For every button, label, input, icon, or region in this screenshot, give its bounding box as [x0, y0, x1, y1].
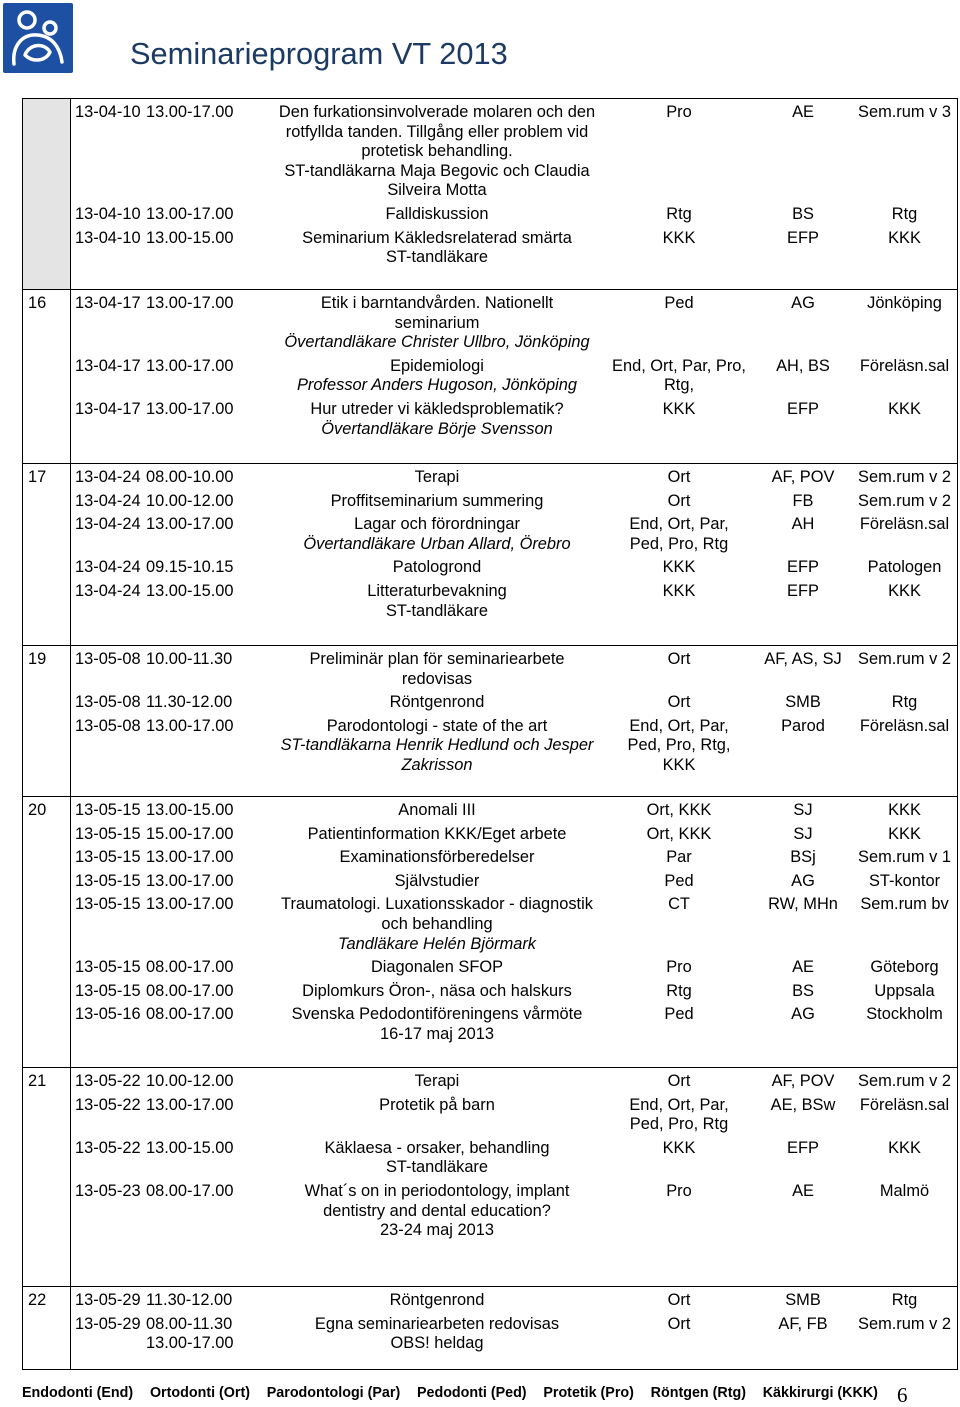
responsible-cell: AG: [791, 294, 815, 312]
responsible-cell: AF, POV: [771, 1072, 835, 1090]
responsible-cell: SMB: [785, 693, 821, 712]
time-cell: 13.00-17.00: [146, 399, 234, 418]
time-cell: 08.00-17.00: [146, 1005, 234, 1024]
activity-cell: [270, 693, 604, 713]
date-cell: 13-05-15: [75, 958, 141, 977]
activity-cell: [270, 205, 604, 225]
subject-cell: End, Ort, Par, Pro, Rtg,: [612, 356, 746, 395]
speaker-name: Övertandläkare Urban Allard, Örebro: [303, 534, 571, 553]
date-cell: 13-05-08: [75, 716, 141, 735]
subject-cell: Ort: [667, 1291, 691, 1309]
time-cell: 13.00-15.00: [146, 228, 234, 247]
responsible-cell: SJ: [793, 801, 813, 819]
speaker-name: ST-tandläkarna Henrik Hedlund och Jesper Zakrisson: [280, 736, 594, 774]
abbreviation-legend: [22, 1384, 878, 1402]
week-block: [22, 645, 958, 796]
schedule-row: [71, 1289, 957, 1313]
activity-title: Patientinformation KKK/Eget arbete: [307, 824, 567, 843]
schedule-row: [71, 490, 957, 514]
time-cell: 08.00-10.00: [146, 468, 234, 486]
legend-item: Röntgen (Rtg): [650, 1385, 746, 1401]
activity-title: Traumatologi. Luxationsskador - diagnostik och behandling: [281, 895, 593, 933]
time-cell: 13.00-17.00: [146, 848, 234, 867]
activity-cell: [270, 1072, 604, 1092]
schedule-row: [71, 355, 957, 398]
week-rows: [71, 1287, 957, 1356]
subject-cell: Par: [666, 848, 692, 867]
subject-cell: Pro: [666, 958, 692, 977]
subject-cell: Ped: [664, 294, 694, 312]
subject-cell: Pro: [666, 103, 692, 121]
legend-item: Endodonti (End): [22, 1385, 134, 1401]
activity-title: Anomali III: [398, 801, 476, 819]
subject-cell: Ort: [667, 1314, 691, 1333]
speaker-name: Övertandläkare Christer Ullbro, Jönköping: [284, 333, 590, 352]
activity-cell: [270, 872, 604, 892]
time-cell: 10.00-12.00: [146, 491, 234, 510]
page-title: Seminarieprogram VT 2013: [130, 36, 508, 71]
activity-title: Terapi: [414, 1072, 460, 1090]
location-cell: Sem.rum v 3: [858, 103, 951, 121]
date-cell: 13-04-10: [75, 103, 141, 121]
location-cell: KKK: [888, 1138, 921, 1157]
time-cell: 13.00-15.00: [146, 1138, 234, 1157]
activity-title: Seminarium Käkledsrelaterad smärta ST-tandläkare: [302, 228, 572, 267]
activity-title: Röntgenrond: [389, 693, 485, 712]
schedule-row: [71, 823, 957, 847]
activity-cell: [270, 650, 604, 689]
location-cell: KKK: [888, 581, 921, 600]
schedule-row: [71, 556, 957, 580]
time-cell: 08.00-17.00: [146, 981, 234, 1000]
activity-cell: [270, 1291, 604, 1311]
subject-cell: End, Ort, Par, Ped, Pro, Rtg: [629, 1095, 729, 1134]
activity-title: Terapi: [414, 468, 460, 486]
responsible-cell: BS: [792, 981, 814, 1000]
schedule-row: [71, 101, 957, 203]
location-cell: KKK: [888, 228, 921, 247]
subject-cell: KKK: [662, 1138, 696, 1157]
activity-title: Protetik på barn: [379, 1095, 495, 1114]
subject-cell: KKK: [662, 558, 696, 577]
activity-title: Litteraturbevakning ST-tandläkare: [367, 581, 507, 620]
subject-cell: Ort: [667, 1072, 691, 1090]
schedule-row: [71, 870, 957, 894]
schedule-row: [71, 1313, 957, 1356]
schedule-row: [71, 893, 957, 956]
time-cell: 13.00-17.00: [146, 204, 234, 223]
date-cell: 13-05-15: [75, 871, 141, 890]
date-cell: 13-05-15: [75, 848, 141, 867]
schedule-row: [71, 1070, 957, 1094]
subject-cell: End, Ort, Par, Ped, Pro, Rtg, KKK: [627, 716, 731, 774]
time-cell: 11.30-12.00: [146, 1291, 233, 1309]
location-cell: Sem.rum v 2: [858, 1072, 951, 1090]
schedule-row: [71, 648, 957, 691]
time-cell: 08.00-11.30 13.00-17.00: [146, 1314, 234, 1353]
location-cell: KKK: [888, 801, 921, 819]
activity-cell: [270, 492, 604, 512]
responsible-cell: AH, BS: [776, 356, 830, 375]
schedule-row: [71, 799, 957, 823]
schedule-row: [71, 398, 957, 441]
time-cell: 13.00-17.00: [146, 103, 234, 121]
time-cell: 08.00-17.00: [146, 958, 234, 977]
week-number: [23, 99, 71, 289]
date-cell: 13-05-22: [75, 1138, 141, 1157]
responsible-cell: Parod: [781, 716, 825, 735]
location-cell: Jönköping: [867, 294, 942, 312]
subject-cell: End, Ort, Par, Ped, Pro, Rtg: [629, 515, 729, 553]
location-cell: KKK: [888, 399, 921, 418]
legend-item: Ortodonti (Ort): [149, 1385, 250, 1401]
location-cell: ST-kontor: [868, 871, 941, 890]
subject-cell: Ort: [667, 468, 691, 486]
location-cell: Patologen: [867, 558, 942, 577]
activity-title: Falldiskussion: [385, 204, 489, 223]
date-cell: 13-04-17: [75, 399, 141, 418]
legend-item: Protetik (Pro): [543, 1385, 634, 1401]
schedule-row: [71, 1003, 957, 1046]
responsible-cell: AE, BSw: [770, 1095, 836, 1114]
responsible-cell: AE: [792, 958, 814, 977]
activity-cell: [270, 1096, 604, 1135]
week-rows: [71, 646, 957, 778]
location-cell: Uppsala: [874, 981, 935, 1000]
activity-title: Examinationsförberedelser: [339, 848, 535, 867]
legend-item: Parodontologi (Par): [266, 1385, 401, 1401]
activity-title: Preliminär plan för seminariearbete redovisas: [309, 650, 565, 688]
date-cell: 13-04-24: [75, 581, 141, 600]
legend-item: Käkkirurgi (KKK): [762, 1385, 878, 1401]
responsible-cell: SJ: [793, 824, 813, 843]
activity-cell: [270, 895, 604, 954]
location-cell: Rtg: [891, 204, 918, 223]
location-cell: Sem.rum v 2: [858, 650, 951, 668]
time-cell: 10.00-12.00: [146, 1072, 234, 1090]
date-cell: 13-05-08: [75, 693, 141, 712]
activity-cell: [270, 558, 604, 578]
activity-title: Käklaesa - orsaker, behandling ST-tandläkare: [324, 1138, 550, 1177]
responsible-cell: AH: [791, 515, 815, 534]
time-cell: 10.00-11.30: [146, 650, 233, 668]
activity-title: What´s on in periodontology, implant dentistry and dental education? 23-24 maj 2013: [304, 1181, 570, 1240]
date-cell: 13-05-22: [75, 1072, 141, 1090]
responsible-cell: SMB: [785, 1291, 821, 1309]
date-cell: 13-04-24: [75, 491, 141, 510]
subject-cell: Ort, KKK: [646, 801, 712, 819]
week-rows: [71, 797, 957, 1047]
time-cell: 13.00-17.00: [146, 895, 234, 914]
speaker-name: Övertandläkare Börje Svensson: [321, 419, 553, 438]
schedule-row: [71, 980, 957, 1004]
location-cell: Sem.rum bv: [860, 895, 949, 914]
subject-cell: Ort: [667, 693, 691, 712]
activity-cell: [270, 468, 604, 488]
activity-cell: [270, 294, 604, 353]
time-cell: 13.00-17.00: [146, 294, 234, 312]
week-rows: [71, 290, 957, 441]
responsible-cell: AF, POV: [771, 468, 835, 486]
subject-cell: Ort: [667, 491, 691, 510]
schedule-row: [71, 580, 957, 623]
subject-cell: Ort, KKK: [646, 824, 712, 843]
schedule-row: [71, 292, 957, 355]
responsible-cell: RW, MHn: [768, 895, 838, 914]
activity-cell: [270, 717, 604, 776]
week-block: [22, 1286, 958, 1370]
location-cell: Sem.rum v 2: [858, 1314, 951, 1333]
location-cell: Rtg: [891, 1291, 918, 1309]
subject-cell: KKK: [662, 399, 696, 418]
activity-title: Lagar och förordningar: [354, 515, 520, 534]
date-cell: 13-04-10: [75, 228, 141, 247]
schedule-row: [71, 203, 957, 227]
page-number: 6: [897, 1383, 908, 1407]
responsible-cell: EFP: [787, 228, 819, 247]
time-cell: 13.00-15.00: [146, 581, 234, 600]
activity-title: Svenska Pedodontiföreningens vårmöte 16-17 maj 2013: [291, 1005, 583, 1043]
activity-title: Diagonalen SFOP: [370, 958, 504, 977]
activity-title: Röntgenrond: [389, 1291, 485, 1309]
activity-title: Självstudier: [394, 871, 480, 890]
schedule-row: [71, 1137, 957, 1180]
date-cell: 13-05-22: [75, 1095, 141, 1114]
time-cell: 15.00-17.00: [146, 824, 234, 843]
time-cell: 13.00-17.00: [146, 356, 234, 375]
schedule-row: [71, 846, 957, 870]
week-number: 16: [23, 290, 71, 463]
activity-cell: [270, 1315, 604, 1354]
time-cell: 13.00-15.00: [146, 801, 234, 819]
responsible-cell: BSj: [790, 848, 816, 867]
week-block: [22, 463, 958, 645]
location-cell: Göteborg: [870, 958, 939, 977]
time-cell: 11.30-12.00: [146, 693, 233, 712]
week-rows: [71, 1068, 957, 1243]
date-cell: 13-05-16: [75, 1005, 141, 1024]
date-cell: 13-05-29: [75, 1291, 141, 1309]
activity-cell: [270, 825, 604, 845]
subject-cell: Ped: [664, 871, 694, 890]
week-block: [22, 796, 958, 1067]
week-rows: [71, 99, 957, 270]
date-cell: 13-05-15: [75, 895, 141, 914]
schedule-row: [71, 691, 957, 715]
location-cell: Föreläsn.sal: [859, 356, 950, 375]
date-cell: 13-04-17: [75, 294, 141, 312]
responsible-cell: AG: [791, 1005, 815, 1024]
responsible-cell: EFP: [787, 581, 819, 600]
time-cell: 08.00-17.00: [146, 1181, 234, 1200]
schedule-row: [71, 227, 957, 270]
date-cell: 13-04-24: [75, 468, 141, 486]
location-cell: Föreläsn.sal: [859, 515, 950, 534]
week-block: [22, 1067, 958, 1286]
activity-cell: [270, 582, 604, 621]
week-number: 21: [23, 1068, 71, 1286]
week-number: 19: [23, 646, 71, 796]
activity-cell: [270, 1139, 604, 1178]
activity-cell: [270, 801, 604, 821]
subject-cell: Rtg: [666, 204, 692, 223]
activity-title: Diplomkurs Öron-, näsa och halskurs: [302, 981, 572, 1000]
activity-cell: [270, 958, 604, 978]
time-cell: 09.15-10.15: [146, 558, 234, 577]
location-cell: Rtg: [891, 693, 918, 712]
legend-item: Pedodonti (Ped): [416, 1385, 527, 1401]
date-cell: 13-05-23: [75, 1181, 141, 1200]
association-logo-icon: [3, 3, 73, 73]
subject-cell: KKK: [662, 581, 696, 600]
location-cell: Föreläsn.sal: [859, 716, 950, 735]
responsible-cell: BS: [792, 204, 814, 223]
time-cell: 13.00-17.00: [146, 515, 234, 534]
activity-title: Proffitseminarium summering: [330, 491, 544, 510]
subject-cell: KKK: [662, 228, 696, 247]
date-cell: 13-05-15: [75, 981, 141, 1000]
activity-cell: [270, 982, 604, 1002]
location-cell: Malmö: [879, 1181, 930, 1200]
week-number: 20: [23, 797, 71, 1067]
location-cell: Föreläsn.sal: [859, 1095, 950, 1114]
schedule-row: [71, 1094, 957, 1137]
activity-cell: [270, 848, 604, 868]
schedule-row: [71, 956, 957, 980]
date-cell: 13-05-15: [75, 824, 141, 843]
location-cell: Sem.rum v 1: [858, 848, 951, 867]
week-number: 17: [23, 464, 71, 645]
responsible-cell: FB: [792, 491, 814, 510]
time-cell: 13.00-17.00: [146, 1095, 234, 1114]
date-cell: 13-05-15: [75, 801, 141, 819]
date-cell: 13-05-29: [75, 1314, 141, 1333]
location-cell: KKK: [888, 824, 921, 843]
date-cell: 13-05-08: [75, 650, 141, 668]
subject-cell: Ped: [664, 1005, 694, 1024]
date-cell: 13-04-17: [75, 356, 141, 375]
activity-title: Parodontologi - state of the art: [326, 716, 548, 735]
activity-title: Epidemiologi: [390, 356, 484, 375]
activity-cell: [270, 1182, 604, 1241]
activity-cell: [270, 103, 604, 201]
activity-cell: [270, 400, 604, 439]
schedule-row: [71, 466, 957, 490]
schedule-row: [71, 1180, 957, 1243]
activity-cell: [270, 515, 604, 554]
responsible-cell: AF, FB: [778, 1314, 828, 1333]
schedule-row: [71, 715, 957, 778]
location-cell: Sem.rum v 2: [858, 491, 951, 510]
activity-cell: [270, 229, 604, 268]
week-block: [22, 289, 958, 463]
week-block: [22, 98, 958, 289]
subject-cell: Pro: [666, 1181, 692, 1200]
subject-cell: Rtg: [666, 981, 692, 1000]
activity-title: Egna seminariearbeten redovisas OBS! heldag: [314, 1314, 560, 1353]
schedule-table: [22, 98, 958, 1370]
date-cell: 13-04-24: [75, 558, 141, 577]
activity-cell: [270, 1005, 604, 1044]
subject-cell: Ort: [667, 650, 691, 668]
date-cell: 13-04-24: [75, 515, 141, 534]
activity-title: Patologrond: [392, 558, 482, 577]
activity-cell: [270, 357, 604, 396]
responsible-cell: AG: [791, 871, 815, 890]
location-cell: Stockholm: [866, 1005, 943, 1024]
activity-title: Etik i barntandvården. Nationellt seminarium: [320, 294, 554, 332]
subject-cell: CT: [668, 895, 690, 914]
time-cell: 13.00-17.00: [146, 716, 234, 735]
week-number: 22: [23, 1287, 71, 1369]
speaker-name: Professor Anders Hugoson, Jönköping: [296, 376, 578, 395]
responsible-cell: EFP: [787, 558, 819, 577]
schedule-row: [71, 513, 957, 556]
activity-title: Hur utreder vi käkledsproblematik?: [310, 399, 564, 418]
responsible-cell: AE: [792, 1181, 814, 1200]
responsible-cell: EFP: [787, 399, 819, 418]
responsible-cell: EFP: [787, 1138, 819, 1157]
week-rows: [71, 464, 957, 623]
responsible-cell: AE: [792, 103, 814, 121]
speaker-name: Tandläkare Helén Björmark: [338, 934, 536, 953]
time-cell: 13.00-17.00: [146, 871, 234, 890]
location-cell: Sem.rum v 2: [858, 468, 951, 486]
date-cell: 13-04-10: [75, 204, 141, 223]
responsible-cell: AF, AS, SJ: [764, 650, 842, 668]
activity-title: Den furkationsinvolverade molaren och den rotfyllda tanden. Tillgång eller problem vid protetisk behandling. ST-tandläkarna Maja Begovic och Claudia Silveira Motta: [278, 103, 596, 200]
